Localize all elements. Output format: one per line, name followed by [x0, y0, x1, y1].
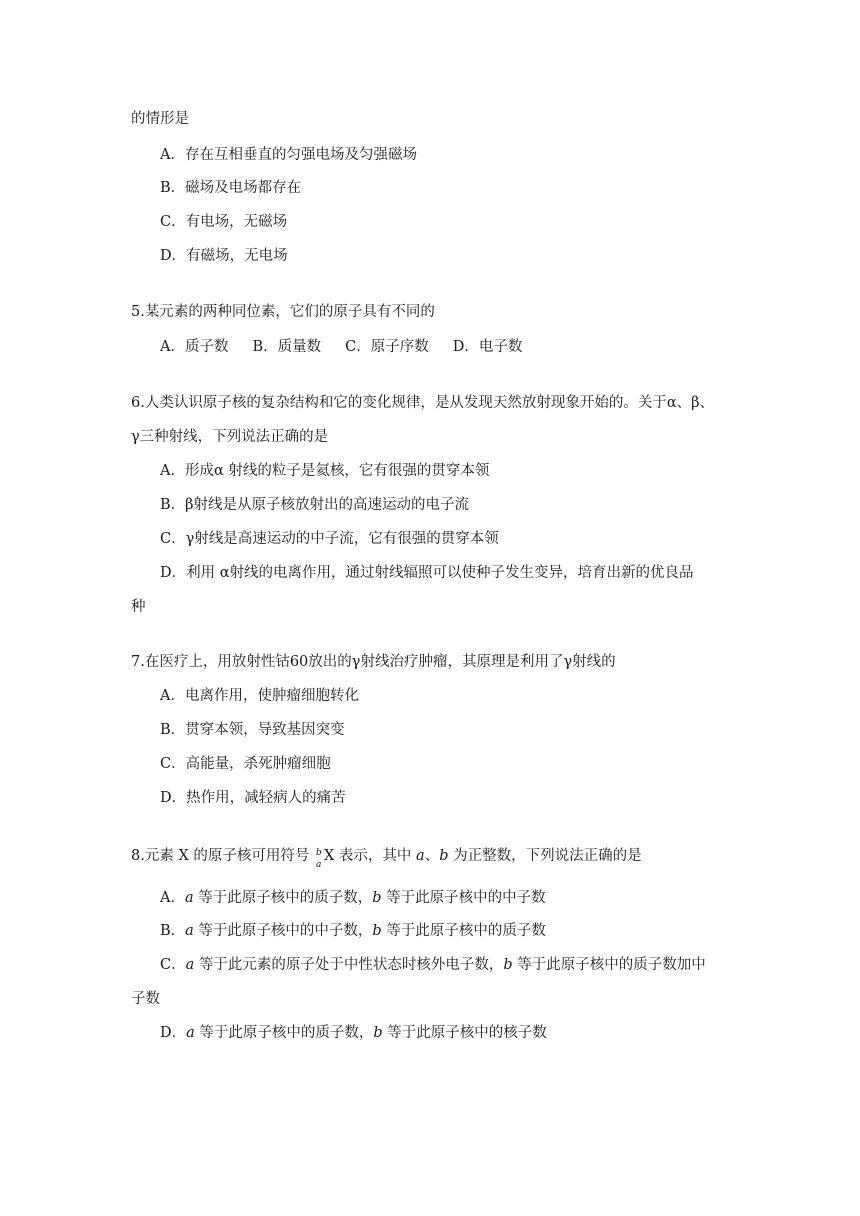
q8-option-d — [160, 1023, 547, 1043]
q5-option-c: C．原子序数 — [345, 339, 429, 355]
q5-option-a: A．质子数 — [160, 339, 229, 355]
q8-option-c-text2: 等于此原子核中的质子数加中 — [512, 957, 706, 973]
q8-option-d-var2: b — [373, 1025, 383, 1041]
q8-option-d-var1: a — [186, 1025, 195, 1041]
q8-var-a: a — [416, 848, 425, 864]
q4-option-c: C．有电场，无磁场 — [160, 214, 288, 230]
q7-option-b: B．贯穿本领，导致基因突变 — [160, 722, 345, 738]
q6-stem-line1: 6.人类认识原子核的复杂结构和它的变化规律，是从发现天然放射现象开始的。关于α、β、 — [131, 395, 715, 411]
q8-option-b-label: B． — [160, 923, 186, 939]
q7-stem: 7.在医疗上，用放射性钴60放出的γ射线治疗肿瘤，其原理是利用了γ射线的 — [131, 654, 616, 670]
q8-option-b-var2: b — [372, 923, 382, 939]
q6-option-d: D．利用 α射线的电离作用，通过射线辐照可以使种子发生变异，培育出新的优良品 — [160, 565, 694, 581]
q8-option-a-label: A． — [160, 890, 185, 906]
q8-option-c-var2: b — [503, 957, 513, 973]
q8-option-b — [160, 921, 546, 941]
q8-option-c-label: C． — [160, 957, 186, 973]
q6-option-c: C．γ射线是高速运动的中子流，它有很强的贯穿本领 — [160, 531, 499, 547]
q5-option-b: B．质量数 — [252, 339, 322, 355]
q8-option-a-var2: b — [372, 890, 382, 906]
q8-option-c-wrap: 子数 — [131, 991, 160, 1007]
q4-option-b: B．磁场及电场都存在 — [160, 180, 302, 196]
q5-options — [160, 337, 546, 357]
q8-element-symbol: X — [323, 848, 335, 864]
q7-option-a: A．电离作用，使肿瘤细胞转化 — [160, 688, 359, 704]
q6-option-d-wrap: 种 — [131, 599, 146, 615]
q8-stem-mid: 表示，其中 — [334, 848, 417, 864]
q8-option-c — [160, 955, 706, 975]
q6-option-b: B．β射线是从原子核放射出的高速运动的电子流 — [160, 497, 470, 513]
q8-option-c-text1: 等于此元素的原子处于中性状态时核外电子数， — [194, 957, 504, 973]
q4-option-a: A．存在互相垂直的匀强电场及匀强磁场 — [160, 147, 417, 163]
q5-stem: 5.某元素的两种同位素，它们的原子具有不同的 — [131, 304, 435, 320]
q8-nuclide-scripts — [314, 846, 324, 870]
q4-stem-tail: 的情形是 — [131, 111, 189, 127]
q6-option-a: A．形成α 射线的粒子是氦核，它有很强的贯穿本领 — [160, 463, 490, 479]
q7-option-c: C．高能量，杀死肿瘤细胞 — [160, 756, 331, 772]
q6-stem-line2: γ三种射线，下列说法正确的是 — [131, 429, 329, 445]
q8-option-a-var1: a — [184, 890, 194, 906]
q8-option-b-text2: 等于此原子核中的质子数 — [381, 923, 546, 939]
q4-option-d: D．有磁场，无电场 — [160, 248, 288, 264]
q8-option-b-text1: 等于此原子核中的中子数， — [193, 923, 373, 939]
q8-option-d-label: D． — [160, 1025, 187, 1041]
q8-stem — [131, 846, 642, 870]
q8-var-b: b — [439, 848, 449, 864]
q7-option-d: D．热作用，减轻病人的痛苦 — [160, 790, 346, 806]
q8-option-c-var1: a — [185, 957, 195, 973]
q8-option-d-text1: 等于此原子核中的质子数， — [194, 1025, 374, 1041]
q8-stem-pre: 8.元素 X 的原子核可用符号 — [131, 848, 310, 864]
q8-stem-post: 为正整数，下列说法正确的是 — [448, 848, 642, 864]
q8-option-a-text1: 等于此原子核中的质子数， — [193, 890, 373, 906]
q8-option-a-text2: 等于此原子核中的中子数 — [381, 890, 546, 906]
q8-sep: 、 — [424, 848, 440, 864]
q8-atomic-number: a — [315, 860, 322, 870]
q8-option-d-text2: 等于此原子核中的核子数 — [382, 1025, 547, 1041]
q8-mass-number: b — [315, 848, 322, 858]
q5-option-d: D．电子数 — [452, 339, 523, 355]
q8-option-b-var1: a — [185, 923, 194, 939]
q8-option-a — [160, 888, 546, 908]
